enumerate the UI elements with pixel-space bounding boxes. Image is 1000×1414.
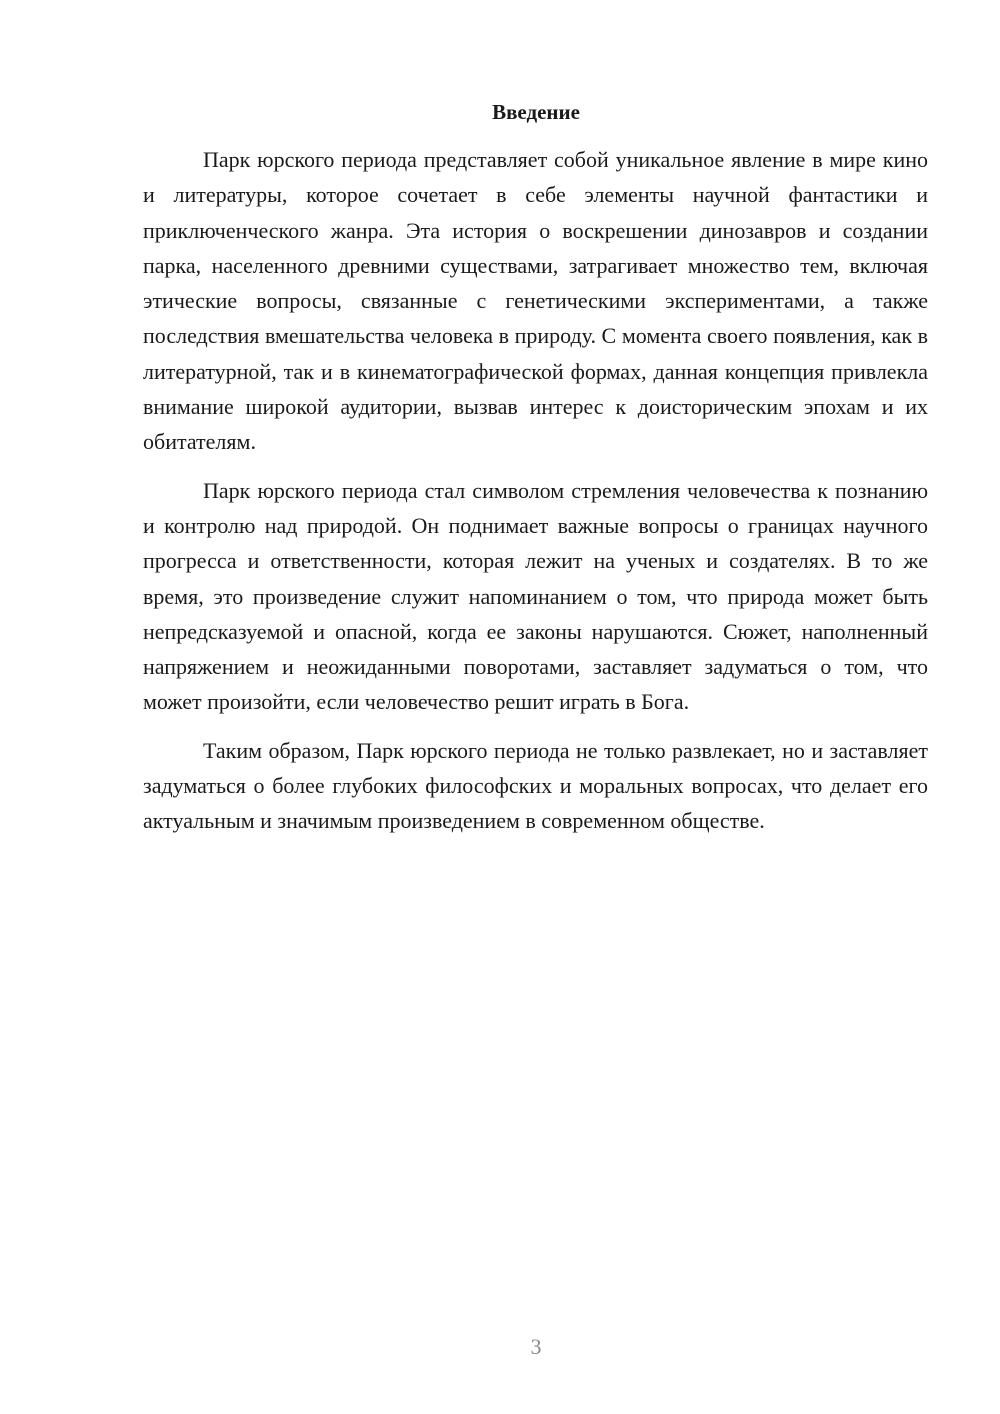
paragraph-1: Парк юрского периода представляет собой уникальное явление в мире кино и литературы, которое сочетает в себе элементы научной фантастики и приключенческого жанра. Эта история о воскрешении динозавров и создании парка, населенного древними существами, затрагивает множество тем, включая этические вопросы, связанные с генетическими экспериментами, а также последствия вмешательства человека в природу. С момента своего появления, как в литературной, так и в кинематографической формах, данная концепция привлекла внимание широкой аудитории, вызвав интерес к доисторическим эпохам и их обитателям.: [143, 147, 928, 455]
section-title: Введение: [492, 100, 580, 124]
body-text: [143, 142, 928, 839]
paragraph-2: Парк юрского периода стал символом стремления человечества к познанию и контролю над природой. Он поднимает важные вопросы о границах научного прогресса и ответственности, которая лежит на ученых и создателях. В то же время, это произведение служит напоминанием о том, что природа может быть непредсказуемой и опасной, когда ее законы нарушаются. Сюжет, наполненный напряжением и неожиданными поворотами, заставляет задуматься о том, что может произойти, если человечество решит играть в Бога.: [143, 477, 928, 715]
page-number: 3: [530, 1334, 542, 1359]
paragraph-3: Таким образом, Парк юрского периода не только развлекает, но и заставляет задуматься о более глубоких философских и моральных вопросах, что делает его актуальным и значимым произведением в современном обществе.: [143, 737, 928, 834]
